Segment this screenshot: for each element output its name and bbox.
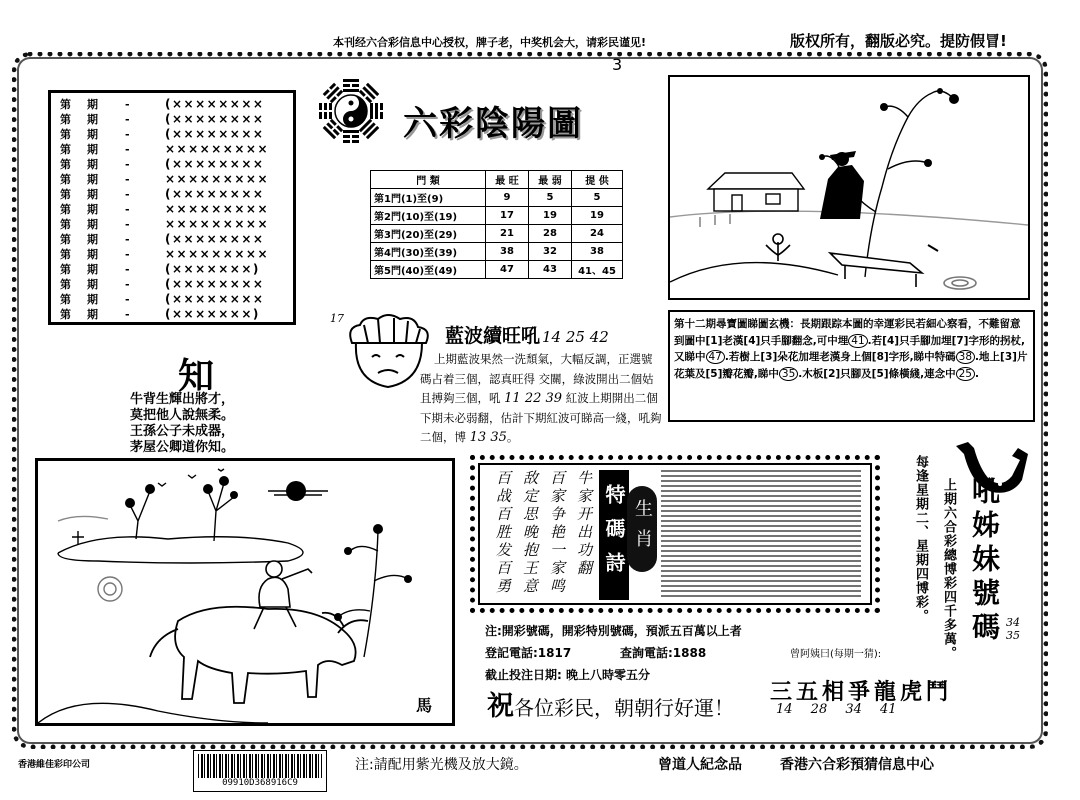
period-prefix: 第 [60,308,71,321]
bagua-yinyang-icon [318,78,384,144]
aunt-riddle-label: 曾阿姨曰(每期一猜): [790,649,882,660]
handwritten-numbers: 11 22 39 [504,391,563,406]
grid-row [51,202,293,217]
period-suffix: 期 [87,263,98,276]
yin-yang-marks: (×××××××× [165,97,265,111]
yin-yang-marks: (×××××××× [165,292,265,306]
poem-line: 牛背生輝出將才， [130,392,235,407]
table-header-cell: 提 供 [572,171,623,189]
table-row [371,225,623,243]
poem-heading: 知 [178,356,215,397]
yin-yang-marks: (×××××××× [165,112,265,126]
table-row [371,261,623,279]
circled-number: 35 [779,367,798,381]
last-draw-total: 上期六合彩總博彩四千多萬。 [941,478,956,660]
top-notice: 本刊经六合彩信息中心授权，牌子老，中奖机会大，请彩民谨见! [333,36,647,49]
handwritten-line: 百家争艳一家鸣 [548,470,566,596]
paragraph-text: 紅波上期開出二個下期未必弱翻，估計下期紅波可睇高一綫，吼夠二個，博 [420,391,662,444]
paragraph-text: 。 [506,430,519,444]
row-dash: - [125,248,130,261]
grid-row [51,142,293,157]
handwritten-note: 17 [330,312,344,325]
yin-yang-marks: (×××××××) [165,307,260,321]
row-dash: - [125,98,130,111]
row-dash: - [125,158,130,171]
circled-number: 25 [956,367,975,381]
table-row [371,207,623,225]
draw-schedule: 每逢星期二、星期四博彩。 [913,455,928,623]
table-cell: 38 [572,243,623,261]
poem-line: 莫把他人說無柔。 [130,408,235,423]
clue-text: .若樹上[3]朵花加埋老漢身上個[8]字形,睇中特碼 [724,351,956,364]
period-prefix: 第 [60,293,71,306]
table-cell: 38 [486,243,529,261]
table-cell: 17 [486,207,529,225]
yin-yang-marks: ××××××××× [165,142,269,156]
printer-name: 香港維佳彩印公司 [18,760,91,770]
paragraph-text: 上期藍波果然一洗頹氣，大幅反調，正選號碼占着三個，認真旺得 交關，綠波開出二個姑且搏夠三個，吼 [420,352,654,405]
blue-wave-paragraph [420,350,663,448]
table-cell: 5 [529,189,572,207]
row-dash: - [125,143,130,156]
period-prefix: 第 [60,98,71,111]
souvenir-label: 曾道人紀念品 [658,757,742,773]
period-prefix: 第 [60,113,71,126]
table-cell: 第5門(40)至(49) [371,261,486,279]
clue-text: .地上[3]片花葉及[5]瓣花瓣,睇中 [674,351,1028,380]
betting-deadline: 截止投注日期: 晚上八時零五分 [485,668,650,682]
good-luck-wish [487,684,734,723]
handwritten-line: 牛家开出功翻 [575,470,593,578]
table-cell: 43 [529,261,572,279]
grid-row [51,307,293,322]
period-prefix: 第 [60,248,71,261]
period-suffix: 期 [87,143,98,156]
riddle-text: 三五相爭龍虎鬥 [770,680,953,705]
grid-row [51,262,293,277]
table-header-cell: 門 類 [371,171,486,189]
handwritten-line: 敌定思晚抱王意 [521,470,539,596]
barcode [193,750,327,792]
table-cell: 28 [529,225,572,243]
row-dash: - [125,188,130,201]
prize-note: 注:開彩號碼，開彩特別號碼，預派五百萬以上者 [485,624,742,638]
yin-yang-marks: ××××××××× [165,217,269,231]
yin-yang-marks: (×××××××× [165,232,265,246]
table-cell: 9 [486,189,529,207]
table-row [371,189,623,207]
row-dash: - [125,278,130,291]
clue-text: . [974,367,979,380]
page-title: 六彩陰陽圖 [403,104,583,144]
row-dash: - [125,308,130,321]
registration-phone: 登記電話:1817 [485,646,572,660]
handwritten-number: 34 [1006,616,1020,629]
yin-yang-marks: ××××××××× [165,202,269,216]
row-dash: - [125,113,130,126]
period-suffix: 期 [87,188,98,201]
poem-line: 王孫公子未成器， [130,424,235,439]
clue-text: 第十二期尋寶圖睇圖玄機：長期跟踪本圖的幸運彩民若細心察看，不難留意到圖中[1]老漢[4]只手腳翻念,可中埋 [674,318,1021,347]
grid-row [51,187,293,202]
handwritten-riddle-numbers: 14 28 34 41 [776,702,897,717]
table-cell: 41、45 [572,261,623,279]
period-suffix: 期 [87,218,98,231]
yin-yang-marks: (×××××××× [165,277,265,291]
table-header-cell: 最 弱 [529,171,572,189]
old-man-landscape-illustration [668,75,1030,300]
table-cell: 5 [572,189,623,207]
period-prefix: 第 [60,263,71,276]
table-cell: 32 [529,243,572,261]
wish-big-char: 祝 [487,691,514,722]
circled-number: 47 [706,350,725,364]
row-dash: - [125,173,130,186]
table-cell: 第1門(1)至(9) [371,189,486,207]
handwritten-zodiac-poem [485,470,597,602]
grid-row [51,127,293,142]
uv-light-note: 注:請配用紫光機及放大鏡。 [355,757,528,773]
row-dash: - [125,128,130,141]
period-suffix: 期 [87,113,98,126]
table-cell: 47 [486,261,529,279]
yin-yang-marks: (×××××××× [165,127,265,141]
info-center-name: 香港六合彩預猜信息中心 [780,757,934,773]
yin-yang-marks: (×××××××× [165,187,265,201]
grid-row [51,217,293,232]
table-cell: 第2門(10)至(19) [371,207,486,225]
period-suffix: 期 [87,173,98,186]
grid-row [51,157,293,172]
treasure-map-clue-box [668,310,1035,422]
circled-number: 38 [956,350,975,364]
headline-text: 藍波續旺吼 [445,325,541,347]
poem [130,392,234,456]
special-code-poem-label: 特碼詩 [599,470,629,600]
row-dash: - [125,263,130,276]
row-dash: - [125,203,130,216]
headline-handwritten-numbers: 14 25 42 [542,328,609,346]
period-suffix: 期 [87,158,98,171]
table-header-cell: 最 旺 [486,171,529,189]
row-dash: - [125,233,130,246]
period-prefix: 第 [60,158,71,171]
row-dash: - [125,218,130,231]
table-cell: 第3門(20)至(29) [371,225,486,243]
period-prefix: 第 [60,128,71,141]
grid-row [51,172,293,187]
grid-row [51,112,293,127]
grid-row [51,277,293,292]
period-suffix: 期 [87,293,98,306]
period-prefix: 第 [60,233,71,246]
grid-row [51,232,293,247]
blue-wave-headline [445,321,609,348]
period-prefix: 第 [60,278,71,291]
period-prefix: 第 [60,188,71,201]
table-cell: 19 [572,207,623,225]
yin-yang-grid [48,90,296,325]
enquiry-phone: 查詢電話:1888 [620,646,707,660]
period-prefix: 第 [60,143,71,156]
period-suffix: 期 [87,308,98,321]
yin-yang-marks: (×××××××) [165,262,260,276]
grid-row [51,292,293,307]
copyright-notice: 版权所有，翻版必究。提防假冒! [790,32,1007,50]
handwritten-number: 35 [1006,629,1020,642]
fine-print-block [661,470,861,598]
boy-on-ox-illustration [35,458,455,726]
gate-stats-table [370,170,623,279]
period-suffix: 期 [87,278,98,291]
period-prefix: 第 [60,218,71,231]
table-cell: 24 [572,225,623,243]
handwritten-numbers: 13 35 [469,430,507,445]
period-prefix: 第 [60,173,71,186]
zodiac-label: 生肖 [627,486,657,572]
table-cell: 21 [486,225,529,243]
handwritten-line: 百战百胜发百勇 [494,470,512,596]
row-dash: - [125,293,130,306]
period-suffix: 期 [87,203,98,216]
period-suffix: 期 [87,233,98,246]
handwritten-sister-numbers [1006,616,1020,642]
period-suffix: 期 [87,248,98,261]
clue-text: .若[4]只手腳加埋[7]字形的拐杖,又睇中 [674,334,1025,364]
table-header-row [371,171,623,189]
table-cell: 第4門(30)至(39) [371,243,486,261]
barcode-number: 09910D368916C9 [222,778,298,788]
yin-yang-marks: ××××××××× [165,172,269,186]
table-cell: 19 [529,207,572,225]
yin-yang-marks: ××××××××× [165,247,269,261]
period-suffix: 期 [87,128,98,141]
barcode-bars [198,754,322,778]
zodiac-poem-box [470,455,880,613]
animal-label: 馬 [416,696,433,715]
page-number: 3 [612,55,623,74]
wish-text: 各位彩民，朝朝行好運！ [514,696,734,720]
table-row [371,243,623,261]
period-prefix: 第 [60,203,71,216]
sister-numbers-heading: 吼姊妹號碼 [968,476,1001,646]
yin-yang-marks: (×××××××× [165,157,265,171]
poem-line: 茅屋公卿道你知。 [130,440,235,455]
grid-row [51,247,293,262]
circled-number: 41 [848,334,867,348]
grid-row [51,97,293,112]
clue-text: .木板[2]只腳及[5]條橫綫,連念中 [798,367,956,380]
period-suffix: 期 [87,98,98,111]
